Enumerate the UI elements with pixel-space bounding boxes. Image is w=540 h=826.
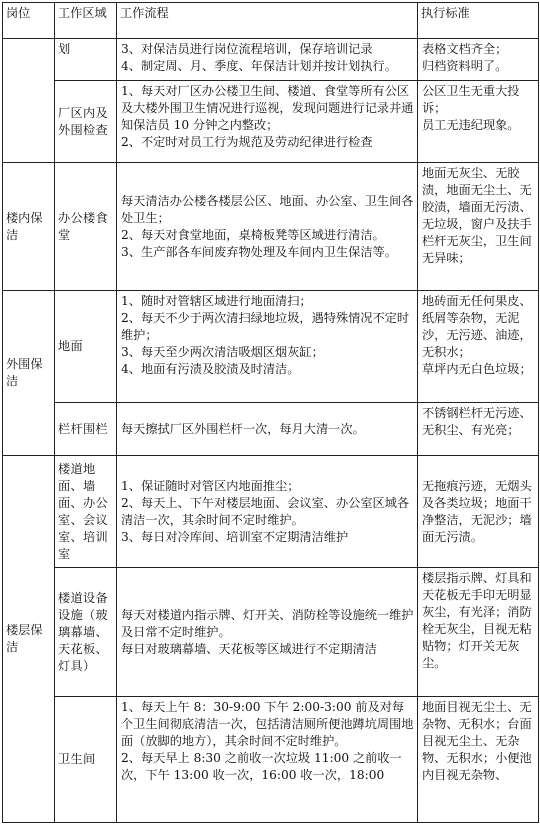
table-row (3, 568, 539, 697)
standard-line: 地砖面无任何果皮、纸屑等杂物，无泥沙，无污迹、油迹，无积水； (422, 294, 532, 359)
header-area: 工作区域 (55, 3, 117, 39)
process-line: 每天擦拭厂区外围栏杆一次，每月大清一次。 (121, 421, 365, 436)
area-cell: 栏杆围栏 (55, 403, 117, 456)
standard-cell (418, 456, 539, 568)
position-cell-empty (3, 39, 55, 163)
cleaning-standards-table (2, 2, 539, 823)
process-line: 3、对保洁员进行岗位流程培训，保存培训记录 (121, 42, 373, 56)
process-line: 3、每天至少两次清洁吸烟区烟灰缸； (121, 345, 324, 359)
process-line: 1、保证随时对管区内地面推尘； (121, 478, 300, 493)
standard-cell (418, 39, 539, 81)
document-page (2, 2, 538, 823)
standard-cell (418, 568, 539, 697)
standard-line: 公区卫生无重大投诉； (422, 84, 520, 115)
standard-line: 归档资料明了。 (422, 59, 508, 73)
area-cell: 卫生间 (55, 697, 117, 823)
area-cell: 地面 (55, 291, 117, 403)
standard-cell (418, 403, 539, 456)
area-cell: 办公楼食堂 (55, 163, 117, 291)
process-line: 每日对玻璃幕墙、天花板等区域进行不定期清洁 (121, 641, 377, 656)
process-cell (117, 163, 418, 291)
table-row (3, 39, 539, 81)
standard-cell (418, 163, 539, 291)
process-line: 2、每天早上 8:30 之前收一次垃圾 11:00 之前收一次，下午 13:00 收一次，16:00 收一次，18:00 (121, 751, 402, 782)
process-line: 每天清洁办公楼各楼层公区、地面、办公室、卫生间各处卫生； (121, 193, 414, 225)
process-line: 2、每天对食堂地面，桌椅板凳等区域进行清洁。 (121, 227, 385, 242)
table-row (3, 456, 539, 568)
process-line: 4、地面有污渍及胶渍及时清洁。 (121, 362, 300, 376)
process-cell (117, 456, 418, 568)
table-header-row (3, 3, 539, 39)
standard-line: 不锈钢栏杆无污迹、无积尘、有光亮； (422, 406, 532, 437)
process-line: 2、不定时对员工行为规范及劳动纪律进行检查 (121, 135, 373, 149)
position-cell: 楼层保洁 (3, 456, 55, 823)
header-standard: 执行标准 (418, 3, 539, 39)
standard-line: 表格文档齐全； (422, 42, 508, 56)
process-line: 3、每日对冷库间、培训室不定期清洁维护 (121, 529, 349, 544)
process-cell (117, 291, 418, 403)
standard-line: 员工无违纪现象。 (422, 118, 520, 132)
header-process: 工作流程 (117, 3, 418, 39)
process-line: 每天对楼道内指示牌、灯开关、消防栓等设施统一维护及日常不定时维护。 (121, 607, 414, 639)
process-line: 1、随时对管辖区域进行地面清扫； (121, 294, 312, 308)
process-cell (117, 403, 418, 456)
standard-line: 无拖痕污迹，无烟头及各类垃圾；地面干净整洁，无泥沙；墙面无污渍。 (422, 478, 532, 544)
standard-cell (418, 697, 539, 823)
process-cell (117, 81, 418, 163)
process-line: 4、制定周、月、季度、年保洁计划并按计划执行。 (121, 59, 397, 73)
table-row (3, 81, 539, 163)
table-row (3, 163, 539, 291)
table-row (3, 403, 539, 456)
area-cell: 楼道设备设施（玻璃幕墙、天花板、灯具） (55, 568, 117, 697)
position-cell: 楼内保洁 (3, 163, 55, 291)
process-line: 1、每天对厂区办公楼卫生间、楼道、食堂等所有公区及大楼外围卫生情况进行巡视，发现问题进行记录并通知保洁员 10 分钟之内整改； (121, 84, 414, 132)
standard-line: 地面无灰尘、无胶渍，地面无尘土、无胶渍，墙面无污渍、无垃圾，窗户及扶手栏杆无灰尘，卫生间无异味； (422, 166, 532, 265)
process-cell (117, 697, 418, 823)
process-line: 2、每天不少于两次清扫绿地垃圾，遇特殊情况不定时维护； (121, 311, 410, 342)
table-row (3, 697, 539, 823)
area-cell: 楼道地面、墙面、办公室、会议室、培训室 (55, 456, 117, 568)
table-row (3, 291, 539, 403)
standard-line: 楼层指示牌、灯具和天花板无手印无明显灰尘，有光泽；消防栓无灰尘，目视无粘贴物；灯开关无灰尘。 (422, 571, 532, 670)
standard-line: 地面目视无尘土、无杂物、无积水；台面目视无尘土、无杂物、无积水；小便池内目视无杂物、 (422, 700, 532, 782)
standard-line: 草坪内无白色垃圾； (422, 362, 532, 376)
position-cell: 外围保洁 (3, 291, 55, 456)
process-cell (117, 39, 418, 81)
standard-cell (418, 81, 539, 163)
process-line: 2、每天上、下午对楼层地面、会议室、办公室区域各清洁一次，其余时间不定时维护。 (121, 495, 410, 527)
process-line: 3、生产部各车间废弃物处理及车间内卫生保洁等。 (121, 244, 397, 259)
area-cell: 厂区内及外围检查 (55, 81, 117, 163)
header-position: 岗位 (3, 3, 55, 39)
standard-cell (418, 291, 539, 403)
process-cell (117, 568, 418, 697)
area-cell: 划 (55, 39, 117, 81)
process-line: 1、每天上午 8：30-9:00 下午 2:00-3:00 前及对每个卫生间彻底清洁一次，包括清洁厕所便池蹲坑周围地面（放脚的地方），其余时间不定时维护。 (121, 700, 414, 748)
